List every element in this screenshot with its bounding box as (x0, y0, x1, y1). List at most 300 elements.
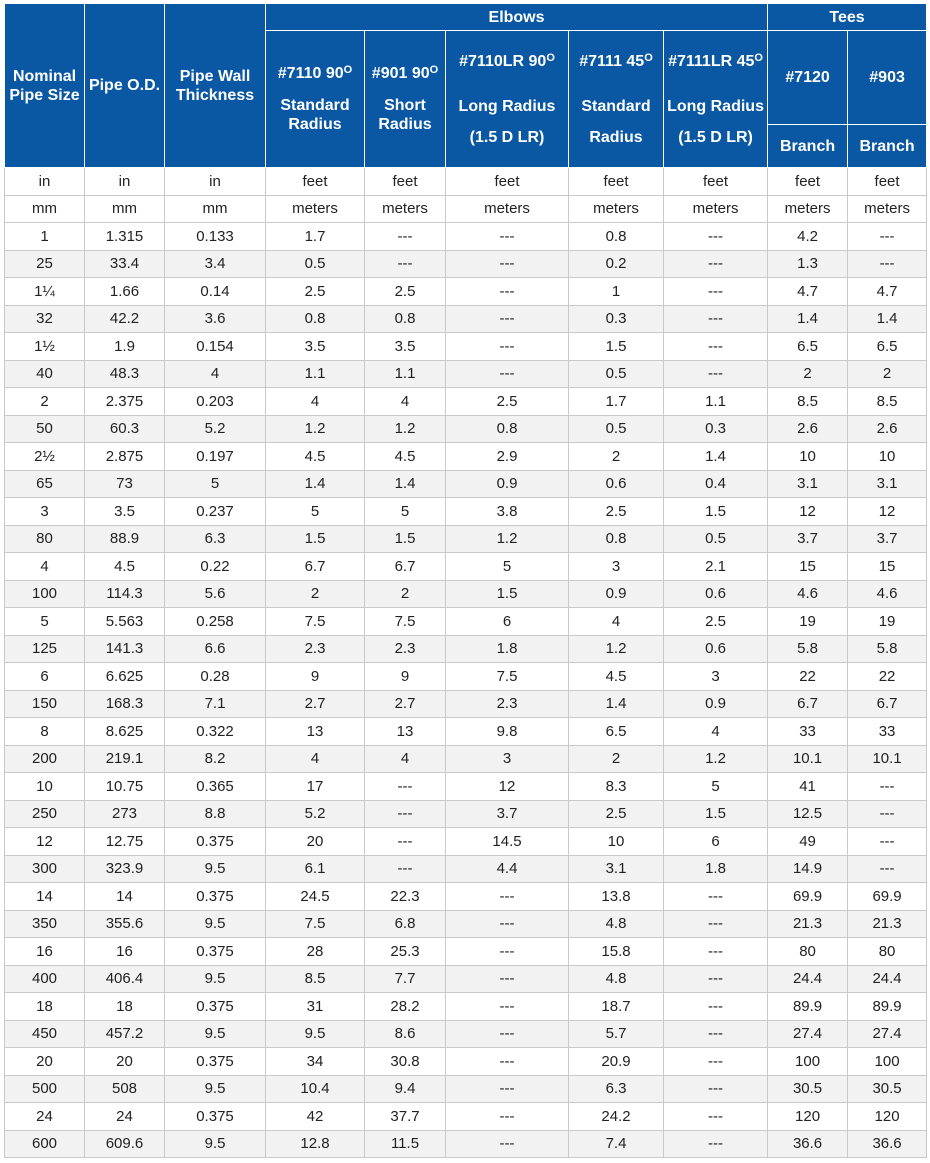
elbow-7111-line1: Standard (581, 97, 651, 115)
header-elbow-7111lr (664, 31, 768, 168)
table-cell: 6.5 (768, 333, 848, 361)
table-cell: meters (768, 195, 848, 223)
table-cell: in (165, 168, 266, 196)
table-cell: 1.4 (848, 305, 927, 333)
table-cell: --- (365, 773, 446, 801)
table-cell: 22 (848, 663, 927, 691)
table-cell: 8.5 (768, 388, 848, 416)
table-row (5, 690, 927, 718)
header-pipe-wall-thickness (165, 4, 266, 168)
table-cell: 2.3 (446, 690, 569, 718)
table-cell: 10.4 (266, 1075, 365, 1103)
table-cell: 14.9 (768, 855, 848, 883)
table-cell: 0.28 (165, 663, 266, 691)
table-cell: 0.375 (165, 828, 266, 856)
table-cell: 12.8 (266, 1130, 365, 1158)
unit-row (5, 168, 927, 196)
table-cell: meters (446, 195, 569, 223)
table-cell: 5 (446, 553, 569, 581)
table-cell: 350 (5, 910, 85, 938)
table-cell: in (5, 168, 85, 196)
table-cell: 6 (446, 608, 569, 636)
table-cell: 1 (5, 223, 85, 251)
table-cell: 100 (848, 1048, 927, 1076)
table-row (5, 250, 927, 278)
table-cell: --- (446, 965, 569, 993)
table-cell: 8.5 (848, 388, 927, 416)
table-cell: 5.6 (165, 580, 266, 608)
header-elbow-7110lr (446, 31, 569, 168)
table-cell: 6.7 (365, 553, 446, 581)
table-cell: --- (664, 223, 768, 251)
header-nominal-pipe-size (5, 4, 85, 168)
table-cell: 8.6 (365, 1020, 446, 1048)
table-cell: 13.8 (569, 883, 664, 911)
table-cell: 13 (266, 718, 365, 746)
table-cell: 7.5 (446, 663, 569, 691)
table-cell: 12.5 (768, 800, 848, 828)
table-cell: 6.5 (848, 333, 927, 361)
table-cell: 5.563 (85, 608, 165, 636)
table-cell: 0.5 (266, 250, 365, 278)
table-row (5, 580, 927, 608)
header-nominal-line1: Nominal (12, 67, 77, 85)
table-cell: feet (848, 168, 927, 196)
table-cell: 0.133 (165, 223, 266, 251)
table-cell: 1.5 (664, 498, 768, 526)
header-tee-903 (848, 31, 927, 125)
table-cell: 9.5 (165, 1075, 266, 1103)
table-cell: 0.8 (266, 305, 365, 333)
table-cell: 273 (85, 800, 165, 828)
table-cell: 3.5 (365, 333, 446, 361)
table-cell: 32 (5, 305, 85, 333)
table-row (5, 773, 927, 801)
table-cell: 406.4 (85, 965, 165, 993)
table-cell: 141.3 (85, 635, 165, 663)
table-cell: 3 (5, 498, 85, 526)
table-row (5, 1020, 927, 1048)
header-wall-line1: Pipe Wall (179, 67, 251, 85)
table-cell: 12 (768, 498, 848, 526)
table-cell: 6 (664, 828, 768, 856)
table-cell: 10.1 (768, 745, 848, 773)
table-cell: 3 (664, 663, 768, 691)
table-cell: 5.2 (165, 415, 266, 443)
table-cell: 1.2 (266, 415, 365, 443)
table-cell: 10 (569, 828, 664, 856)
elbow-7110-code: #7110 90 (277, 65, 344, 82)
table-cell: 3.5 (85, 498, 165, 526)
table-cell: 0.8 (446, 415, 569, 443)
table-cell: 1.5 (569, 333, 664, 361)
table-cell: 22.3 (365, 883, 446, 911)
table-cell: 8.5 (266, 965, 365, 993)
table-cell: 12 (446, 773, 569, 801)
table-cell: 2.5 (446, 388, 569, 416)
table-cell: 4 (5, 553, 85, 581)
table-cell: 6.625 (85, 663, 165, 691)
table-cell: 1.9 (85, 333, 165, 361)
table-row (5, 993, 927, 1021)
table-row (5, 443, 927, 471)
elbow-7110lr-line2: (1.5 D LR) (469, 128, 545, 146)
table-cell: 24.4 (848, 965, 927, 993)
table-cell: 5.8 (848, 635, 927, 663)
table-cell: --- (664, 1130, 768, 1158)
table-cell: --- (664, 938, 768, 966)
table-cell: 28.2 (365, 993, 446, 1021)
table-cell: 18 (85, 993, 165, 1021)
table-cell: 1.2 (664, 745, 768, 773)
table-cell: 1.3 (768, 250, 848, 278)
table-cell: 2½ (5, 443, 85, 471)
table-cell: 17 (266, 773, 365, 801)
table-cell: --- (446, 1075, 569, 1103)
table-row (5, 415, 927, 443)
table-row (5, 855, 927, 883)
header-pipe-od-label: Pipe O.D. (88, 77, 161, 94)
header-elbow-901 (365, 31, 446, 168)
table-cell: 20 (5, 1048, 85, 1076)
table-cell: 0.6 (569, 470, 664, 498)
table-cell: 42 (266, 1103, 365, 1131)
table-cell: 2 (569, 745, 664, 773)
table-cell: 33 (768, 718, 848, 746)
table-cell: 4.6 (848, 580, 927, 608)
table-cell: --- (664, 993, 768, 1021)
table-cell: 41 (768, 773, 848, 801)
table-cell: 2.7 (266, 690, 365, 718)
table-cell: 69.9 (848, 883, 927, 911)
table-cell: 1.1 (365, 360, 446, 388)
table-cell: 89.9 (848, 993, 927, 1021)
table-cell: 5 (266, 498, 365, 526)
table-cell: 24.2 (569, 1103, 664, 1131)
table-cell: 2.7 (365, 690, 446, 718)
table-cell: 14.5 (446, 828, 569, 856)
table-cell: 2.875 (85, 443, 165, 471)
table-cell: 15 (848, 553, 927, 581)
table-cell: 4.7 (768, 278, 848, 306)
table-row (5, 388, 927, 416)
table-cell: 8.3 (569, 773, 664, 801)
table-cell: 5.7 (569, 1020, 664, 1048)
table-cell: 3.4 (165, 250, 266, 278)
table-cell: --- (446, 223, 569, 251)
table-cell: 0.2 (569, 250, 664, 278)
table-cell: meters (664, 195, 768, 223)
table-cell: --- (664, 1103, 768, 1131)
table-cell: 100 (768, 1048, 848, 1076)
table-cell: 31 (266, 993, 365, 1021)
table-cell: mm (165, 195, 266, 223)
table-cell: 2.5 (664, 608, 768, 636)
table-cell: 88.9 (85, 525, 165, 553)
table-cell: 0.8 (569, 525, 664, 553)
table-cell: 6 (5, 663, 85, 691)
degree-mark: O (429, 64, 439, 76)
table-cell: 1.4 (664, 443, 768, 471)
table-cell: --- (848, 855, 927, 883)
table-cell: 3 (569, 553, 664, 581)
table-cell: 50 (5, 415, 85, 443)
table-cell: 49 (768, 828, 848, 856)
table-cell: 10 (848, 443, 927, 471)
table-cell: 0.237 (165, 498, 266, 526)
table-cell: 100 (5, 580, 85, 608)
table-cell: 0.8 (365, 305, 446, 333)
table-cell: 2.3 (365, 635, 446, 663)
table-cell: 0.365 (165, 773, 266, 801)
table-cell: 0.375 (165, 993, 266, 1021)
table-cell: 6.3 (165, 525, 266, 553)
table-cell: 25.3 (365, 938, 446, 966)
table-cell: 28 (266, 938, 365, 966)
table-cell: --- (446, 938, 569, 966)
table-row (5, 938, 927, 966)
table-cell: 1.5 (664, 800, 768, 828)
table-cell: 609.6 (85, 1130, 165, 1158)
table-cell: 20 (266, 828, 365, 856)
table-cell: 11.5 (365, 1130, 446, 1158)
table-cell: 6.1 (266, 855, 365, 883)
table-cell: --- (664, 250, 768, 278)
table-cell: 3.1 (768, 470, 848, 498)
table-cell: 5 (664, 773, 768, 801)
elbow-7111lr-line1: Long Radius (667, 97, 764, 115)
table-cell: 6.7 (266, 553, 365, 581)
header-tees-label: Tees (829, 8, 865, 26)
table-cell: meters (266, 195, 365, 223)
table-cell: 7.1 (165, 690, 266, 718)
table-cell: 457.2 (85, 1020, 165, 1048)
table-cell: 0.154 (165, 333, 266, 361)
degree-mark: O (644, 51, 653, 64)
table-cell: 4 (365, 745, 446, 773)
header-tee-903-branch (848, 125, 927, 168)
table-row (5, 278, 927, 306)
table-cell: --- (848, 773, 927, 801)
tee-903-code: #903 (869, 69, 905, 86)
table-cell: 20 (85, 1048, 165, 1076)
table-cell: 10.75 (85, 773, 165, 801)
table-cell: 73 (85, 470, 165, 498)
table-cell: 1.5 (365, 525, 446, 553)
table-cell: --- (848, 223, 927, 251)
table-cell: 12 (848, 498, 927, 526)
table-cell: 9.5 (165, 1130, 266, 1158)
table-cell: 0.6 (664, 580, 768, 608)
table-cell: 2 (848, 360, 927, 388)
table-cell: 6.8 (365, 910, 446, 938)
table-cell: 27.4 (848, 1020, 927, 1048)
table-cell: 4.6 (768, 580, 848, 608)
table-cell: 80 (768, 938, 848, 966)
table-row (5, 800, 927, 828)
table-cell: 21.3 (848, 910, 927, 938)
table-row (5, 1048, 927, 1076)
table-cell: --- (446, 278, 569, 306)
table-cell: 2.9 (446, 443, 569, 471)
elbow-7110lr-code: #7110LR 90 (459, 52, 547, 70)
table-cell: --- (446, 305, 569, 333)
table-cell: 21.3 (768, 910, 848, 938)
table-cell: 18 (5, 993, 85, 1021)
table-row (5, 828, 927, 856)
table-cell: 25 (5, 250, 85, 278)
table-cell: 4.5 (85, 553, 165, 581)
table-cell: 15.8 (569, 938, 664, 966)
table-cell: 1.1 (266, 360, 365, 388)
table-cell: 4.4 (446, 855, 569, 883)
table-cell: 9.4 (365, 1075, 446, 1103)
table-cell: 2.375 (85, 388, 165, 416)
table-cell: 7.4 (569, 1130, 664, 1158)
table-cell: feet (266, 168, 365, 196)
degree-mark: O (754, 51, 763, 64)
table-row (5, 635, 927, 663)
table-cell: 4 (266, 388, 365, 416)
tee-7120-branch-label: Branch (780, 137, 836, 155)
table-cell: 16 (85, 938, 165, 966)
table-cell: 7.5 (365, 608, 446, 636)
table-cell: 1¼ (5, 278, 85, 306)
table-cell: 30.8 (365, 1048, 446, 1076)
header-tee-7120-branch (768, 125, 848, 168)
header-elbow-7111 (569, 31, 664, 168)
table-cell: 0.375 (165, 1048, 266, 1076)
table-cell: 4.5 (266, 443, 365, 471)
table-cell: 3.7 (848, 525, 927, 553)
table-cell: --- (446, 333, 569, 361)
table-cell: 80 (848, 938, 927, 966)
table-row (5, 608, 927, 636)
table-cell: 4.8 (569, 910, 664, 938)
table-cell: 5.2 (266, 800, 365, 828)
table-cell: 20.9 (569, 1048, 664, 1076)
table-cell: 1.2 (569, 635, 664, 663)
table-cell: 3.7 (768, 525, 848, 553)
table-cell: 2 (569, 443, 664, 471)
table-cell: 12.75 (85, 828, 165, 856)
table-cell: 27.4 (768, 1020, 848, 1048)
table-cell: 36.6 (848, 1130, 927, 1158)
table-cell: --- (365, 223, 446, 251)
table-cell: --- (365, 828, 446, 856)
table-cell: in (85, 168, 165, 196)
table-cell: 1.2 (365, 415, 446, 443)
table-cell: --- (848, 828, 927, 856)
table-cell: 22 (768, 663, 848, 691)
table-cell: 14 (85, 883, 165, 911)
table-cell: 500 (5, 1075, 85, 1103)
table-cell: 1.1 (664, 388, 768, 416)
table-cell: 0.14 (165, 278, 266, 306)
table-cell: 2.5 (365, 278, 446, 306)
table-cell: 0.9 (664, 690, 768, 718)
table-cell: 2 (5, 388, 85, 416)
table-cell: --- (664, 305, 768, 333)
table-cell: 8.2 (165, 745, 266, 773)
table-cell: 1.2 (446, 525, 569, 553)
table-cell: 12 (5, 828, 85, 856)
table-cell: meters (365, 195, 446, 223)
table-row (5, 470, 927, 498)
table-cell: 7.5 (266, 608, 365, 636)
table-cell: --- (664, 965, 768, 993)
table-cell: 34 (266, 1048, 365, 1076)
table-cell: --- (446, 1020, 569, 1048)
table-cell: --- (365, 855, 446, 883)
header-wall-line2: Thickness (175, 86, 255, 104)
pipe-fitting-spec-table (4, 3, 927, 1158)
table-cell: 4 (365, 388, 446, 416)
table-cell: --- (664, 883, 768, 911)
table-cell: 1.8 (446, 635, 569, 663)
table-cell: 30.5 (768, 1075, 848, 1103)
table-cell: mm (5, 195, 85, 223)
elbow-7110-line2: Radius (288, 116, 342, 133)
table-cell: 508 (85, 1075, 165, 1103)
table-cell: 10 (768, 443, 848, 471)
table-cell: 9.5 (266, 1020, 365, 1048)
table-row (5, 360, 927, 388)
table-cell: 24.5 (266, 883, 365, 911)
table-row (5, 663, 927, 691)
table-cell: 0.203 (165, 388, 266, 416)
table-cell: 200 (5, 745, 85, 773)
table-cell: 36.6 (768, 1130, 848, 1158)
degree-mark: O (546, 51, 555, 64)
table-cell: 400 (5, 965, 85, 993)
table-cell: 0.258 (165, 608, 266, 636)
elbow-7110-line1: Standard (280, 97, 350, 114)
table-cell: 0.322 (165, 718, 266, 746)
table-cell: feet (768, 168, 848, 196)
table-cell: 1.4 (365, 470, 446, 498)
table-cell: 2.1 (664, 553, 768, 581)
table-cell: 0.22 (165, 553, 266, 581)
header-elbows-label: Elbows (488, 8, 545, 26)
table-cell: meters (848, 195, 927, 223)
table-cell: 24.4 (768, 965, 848, 993)
table-body (5, 168, 927, 1158)
table-cell: --- (848, 800, 927, 828)
table-cell: 5 (5, 608, 85, 636)
table-cell: 7.7 (365, 965, 446, 993)
table-cell: 3.1 (848, 470, 927, 498)
table-row (5, 1075, 927, 1103)
table-cell: 9.5 (165, 965, 266, 993)
table-cell: 0.3 (664, 415, 768, 443)
table-cell: 1 (569, 278, 664, 306)
table-cell: 10 (5, 773, 85, 801)
table-cell: 1½ (5, 333, 85, 361)
table-cell: 19 (848, 608, 927, 636)
table-cell: 8.8 (165, 800, 266, 828)
table-cell: 7.5 (266, 910, 365, 938)
table-cell: 30.5 (848, 1075, 927, 1103)
table-cell: --- (848, 250, 927, 278)
table-cell: --- (664, 333, 768, 361)
table-cell: 5 (165, 470, 266, 498)
table-row (5, 223, 927, 251)
elbow-7111-code: #7111 45 (579, 52, 645, 70)
table-cell: 0.5 (569, 415, 664, 443)
table-cell: 4 (664, 718, 768, 746)
table-cell: 120 (768, 1103, 848, 1131)
